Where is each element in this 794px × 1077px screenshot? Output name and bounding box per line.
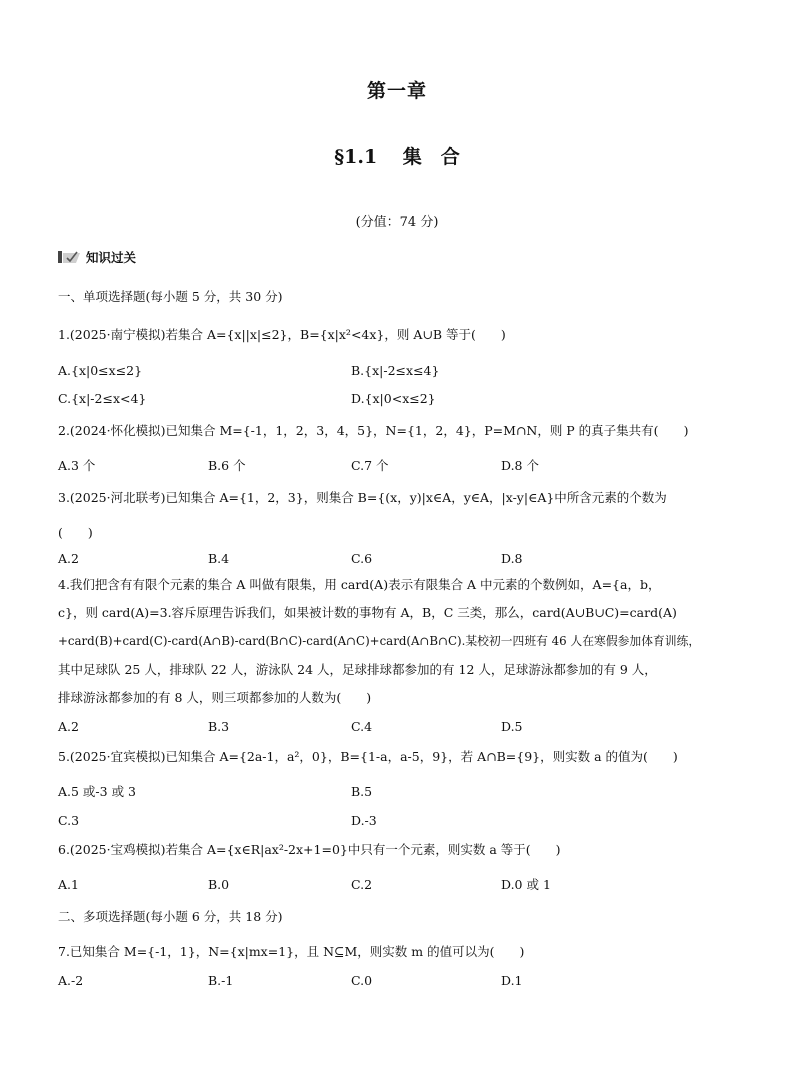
question-3-option-c[interactable]: C.6 [351,551,373,566]
question-4-option-b[interactable]: B.3 [208,719,230,734]
section-title: §1.1 集 合 [334,146,460,168]
question-1-option-a[interactable]: A.{x|0≤x≤2} [58,363,143,378]
question-4-option-d[interactable]: D.5 [501,719,523,734]
question-6-option-a[interactable]: A.1 [58,877,79,892]
question-6-option-d[interactable]: D.0 或 1 [501,877,551,892]
question-3-option-d[interactable]: D.8 [501,551,523,566]
question-5-option-d[interactable]: D.-3 [351,813,377,828]
question-2-option-c[interactable]: C.7 个 [351,458,389,473]
question-1-option-b[interactable]: B.{x|-2≤x≤4} [351,363,440,378]
question-4-stem-line-3: +card(B)+card(C)-card(A∩B)-card(B∩C)-card(A∩C)+card(A∩B∩C).某校初一四班有 46 人在寒假参加体育训练， [58,634,701,648]
question-2-option-d[interactable]: D.8 个 [501,458,539,473]
question-6-option-b[interactable]: B.0 [208,877,230,892]
question-3-option-a[interactable]: A.2 [58,551,79,566]
question-7-option-c[interactable]: C.0 [351,973,373,988]
question-6-option-c[interactable]: C.2 [351,877,373,892]
question-3-option-b[interactable]: B.4 [208,551,230,566]
question-4-option-a[interactable]: A.2 [58,719,79,734]
question-1-stem: 1.(2025·南宁模拟)若集合 A={x||x|≤2}，B={x|x²<4x}，则 A∪B 等于( ) [58,327,506,342]
question-7-option-b[interactable]: B.-1 [208,973,234,988]
question-7-option-d[interactable]: D.1 [501,973,523,988]
score-note: (分值：74 分) [355,215,439,230]
question-2-option-b[interactable]: B.6 个 [208,458,246,473]
question-3-stem-cont: ( ) [58,525,93,540]
chapter-title: 第一章 [366,80,427,102]
knowledge-header [58,248,136,266]
question-7-stem: 7.已知集合 M={-1，1}，N={x|mx=1}，且 N⊆M，则实数 m 的值可以为( ) [58,944,525,959]
question-2-stem: 2.(2024·怀化模拟)已知集合 M={-1，1，2，3，4，5}，N={1，2，4}，P=M∩N，则 P 的真子集共有( ) [58,423,689,438]
part-heading-single-choice: 一、单项选择题(每小题 5 分，共 30 分) [58,289,283,304]
question-3-stem: 3.(2025·河北联考)已知集合 A={1，2，3}，则集合 B={(x，y)|x∈A，y∈A，|x-y|∈A}中所含元素的个数为 [58,490,667,505]
question-5-option-a[interactable]: A.5 或-3 或 3 [58,784,137,799]
question-7-option-a[interactable]: A.-2 [58,973,84,988]
question-4-stem-line-2: c}，则 card(A)=3.容斥原理告诉我们，如果被计数的事物有 A，B，C 三类，那么，card(A∪B∪C)=card(A) [58,605,677,620]
question-4-option-c[interactable]: C.4 [351,719,373,734]
checkmark-icon [58,250,80,264]
part-heading-multiple-choice: 二、多项选择题(每小题 6 分，共 18 分) [58,909,283,924]
question-5-option-c[interactable]: C.3 [58,813,80,828]
question-5-stem: 5.(2025·宜宾模拟)已知集合 A={2a-1，a²，0}，B={1-a，a-5，9}，若 A∩B={9}，则实数 a 的值为( ) [58,749,678,764]
question-2-option-a[interactable]: A.3 个 [58,458,96,473]
question-1-option-c[interactable]: C.{x|-2≤x<4} [58,391,147,406]
knowledge-label: 知识过关 [86,250,137,265]
question-6-stem: 6.(2025·宝鸡模拟)若集合 A={x∈R|ax²-2x+1=0}中只有一个元素，则实数 a 等于( ) [58,842,561,857]
question-4-stem: 4.我们把含有有限个元素的集合 A 叫做有限集，用 card(A)表示有限集合 A 中元素的个数例如，A={a，b， [58,577,661,592]
question-4-stem-line-5: 排球游泳都参加的有 8 人，则三项都参加的人数为( ) [58,690,372,705]
question-1-option-d[interactable]: D.{x|0<x≤2} [351,391,436,406]
question-5-option-b[interactable]: B.5 [351,784,373,799]
question-4-stem-line-4: 其中足球队 25 人，排球队 22 人，游泳队 24 人，足球排球都参加的有 12 人，足球游泳都参加的有 9 人， [58,662,657,677]
